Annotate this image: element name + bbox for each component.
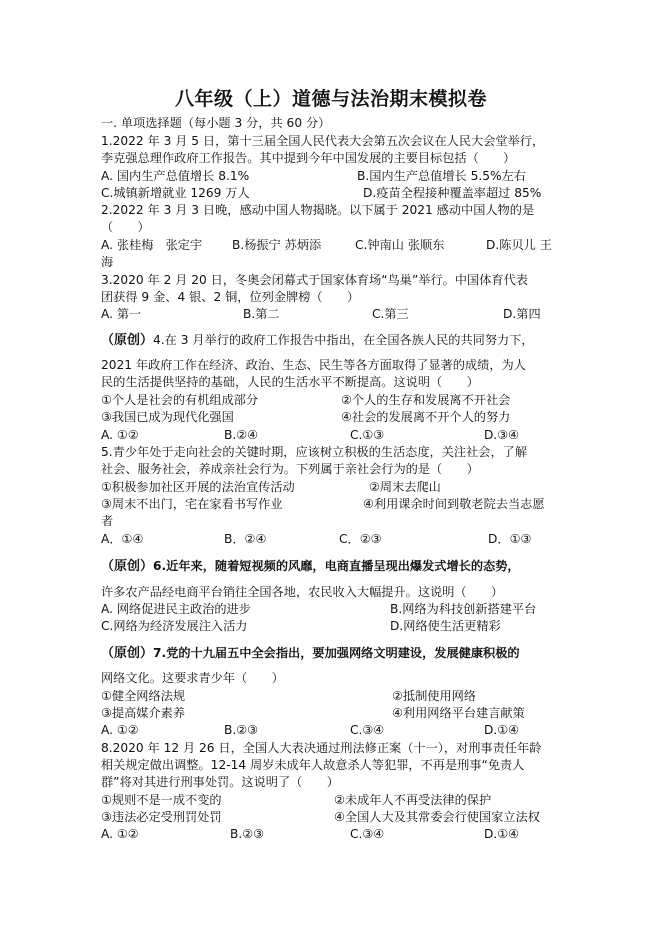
q5-statement-3: ③周末不出门，宅在家看书写作业 xyxy=(101,497,283,511)
q5-option-b: B．②④ xyxy=(224,532,267,546)
q6-option-c: C.网络为经济发展注入活力 xyxy=(101,619,248,633)
q5-statement-4: ④利用课余时间到敬老院去当志愿 xyxy=(363,497,545,511)
q2-stem-line2: （ ） xyxy=(101,220,150,234)
q8-stem-line1: 8.2020 年 12 月 26 日，全国人大表决通过刑法修正案（十一），对刑事责任年龄 xyxy=(101,741,542,755)
q8-statement-2: ②未成年人不再受法律的保护 xyxy=(334,793,492,807)
q3-stem-line1: 3.2020 年 2 月 20 日，冬奥会闭幕式于国家体育场“鸟巢”举行。中国体育代表 xyxy=(101,273,528,287)
q1-stem-line1: 1.2022 年 3 月 5 日，第十三届全国人民代表大会第五次会议在人民大会堂举行， xyxy=(101,134,545,148)
q2-option-b: B.杨振宁 苏炳添 xyxy=(232,238,322,252)
q8-option-d: D.①④ xyxy=(484,827,520,841)
q5-statement-1: ①积极参加社区开展的法治宣传活动 xyxy=(101,480,295,494)
q6-stem-line1 xyxy=(101,558,520,575)
q4-option-d: D.③④ xyxy=(484,428,520,442)
q5-option-c: C．②③ xyxy=(339,532,382,546)
q8-option-b: B.②③ xyxy=(230,827,265,841)
section-heading: 一. 单项选择题（每小题 3 分，共 60 分） xyxy=(101,116,331,130)
q7-statement-3: ③提高媒介素养 xyxy=(101,706,186,720)
q6-stem-line2: 许多农产品经电商平台销往全国各地，农民收入大幅提升。这说明（ ） xyxy=(101,585,504,599)
q4-statement-3: ③我国已成为现代化强国 xyxy=(101,410,234,424)
q7-stem-text: 7.党的十九届五中全会指出，要加强网络文明建设，发展健康积极的 xyxy=(153,646,520,660)
page-title: 八年级（上）道德与法治期末模拟卷 xyxy=(174,88,487,110)
q4-statement-4: ④社会的发展离不开个人的努力 xyxy=(341,410,511,424)
q3-option-a: A. 第一 xyxy=(101,307,142,321)
q7-option-c: C.③④ xyxy=(350,723,385,737)
q4-statement-1: ①个人是社会的有机组成部分 xyxy=(101,393,259,407)
q1-option-a: A. 国内生产总值增长 8.1% xyxy=(101,169,250,183)
q7-statement-1: ①健全网络法规 xyxy=(101,689,186,703)
q4-option-c: C.①③ xyxy=(350,428,385,442)
q3-option-d: D.第四 xyxy=(503,307,541,321)
q4-option-a: A. ①② xyxy=(101,428,139,442)
q4-option-b: B.②④ xyxy=(224,428,259,442)
original-tag: （原创） xyxy=(101,333,154,348)
q6-option-a: A. 网络促进民主政治的进步 xyxy=(101,602,251,616)
q5-stem-line1: 5.青少年处于走向社会的关键时期，应该树立积极的生活态度，关注社会，了解 xyxy=(101,445,528,459)
q5-stem-line2: 社会、服务社会，养成亲社会行为。下列属于亲社会行为的是（ ） xyxy=(101,462,479,476)
q8-option-a: A. ①② xyxy=(101,827,139,841)
q8-stem-line3: 群”将对其进行刑事处罚。这说明了（ ） xyxy=(101,775,339,789)
q8-stem-line2: 相关规定做出调整。12-14 周岁未成年人故意杀人等犯罪，不再是刑事“免责人 xyxy=(101,758,525,772)
original-tag: （原创） xyxy=(101,646,154,661)
q3-option-b: B.第二 xyxy=(243,307,280,321)
q1-option-d: D.疫苗全程接种覆盖率超过 85% xyxy=(363,186,542,200)
q5-statement-4-wrap: 者 xyxy=(101,514,114,528)
q5-option-d: D．①③ xyxy=(488,532,532,546)
q2-option-d: D.陈贝儿 王 xyxy=(486,238,552,252)
q4-stem-text: 4.在 3 月举行的政府工作报告中指出，在全国各族人民的共同努力下， xyxy=(153,333,534,347)
q6-option-d: D.网络使生活更精彩 xyxy=(390,619,501,633)
q5-statement-2: ②周末去爬山 xyxy=(369,480,441,494)
q2-option-d-wrap: 海 xyxy=(101,255,114,269)
q5-option-a: A．①④ xyxy=(101,532,144,546)
q6-option-b: B.网络为科技创新搭建平台 xyxy=(390,602,537,616)
q7-option-a: A. ①② xyxy=(101,723,139,737)
q2-option-a: A. 张桂梅 张定宇 xyxy=(101,238,203,252)
q7-stem-line2: 网络文化。这要求青少年（ ） xyxy=(101,671,284,685)
q7-statement-4: ④利用网络平台建言献策 xyxy=(392,706,525,720)
q8-statement-1: ①规则不是一成不变的 xyxy=(101,793,222,807)
q4-statement-2: ②个人的生存和发展离不开社会 xyxy=(341,393,511,407)
q2-option-c: C.钟南山 张顺东 xyxy=(355,238,445,252)
q8-statement-4: ④全国人大及其常委会行使国家立法权 xyxy=(334,810,540,824)
q1-option-b: B.国内生产总值增长 5.5%左右 xyxy=(357,169,526,183)
q7-option-b: B.②③ xyxy=(224,723,259,737)
q7-option-d: D.①④ xyxy=(484,723,520,737)
q6-stem-text: 6.近年来，随着短视频的风靡，电商直播呈现出爆发式增长的态势， xyxy=(153,559,520,573)
q2-stem-line1: 2.2022 年 3 月 3 日晚，感动中国人物揭晓。以下属于 2021 感动中国人物的是 xyxy=(101,203,535,217)
q8-statement-3: ③违法必定受刑罚处罚 xyxy=(101,810,222,824)
q3-option-c: C.第三 xyxy=(372,307,409,321)
q1-option-c: C.城镇新增就业 1269 万人 xyxy=(101,186,250,200)
q1-stem-line2: 李克强总理作政府工作报告。其中提到今年中国发展的主要目标包括（ ） xyxy=(101,151,516,165)
q7-statement-2: ②抵制使用网络 xyxy=(392,689,477,703)
q7-stem-line1 xyxy=(101,645,520,662)
q4-stem-line3: 民的生活提供坚持的基础，人民的生活水平不断提高。这说明（ ） xyxy=(101,375,479,389)
q8-option-c: C.③④ xyxy=(350,827,385,841)
q4-stem-line2: 2021 年政府工作在经济、政治、生态、民生等各方面取得了显著的成绩，为人 xyxy=(101,358,526,372)
q3-stem-line2: 团获得 9 金、4 银、2 铜，位列金牌榜（ ） xyxy=(101,290,360,304)
original-tag: （原创） xyxy=(101,559,154,574)
q4-stem-line1 xyxy=(101,332,534,349)
